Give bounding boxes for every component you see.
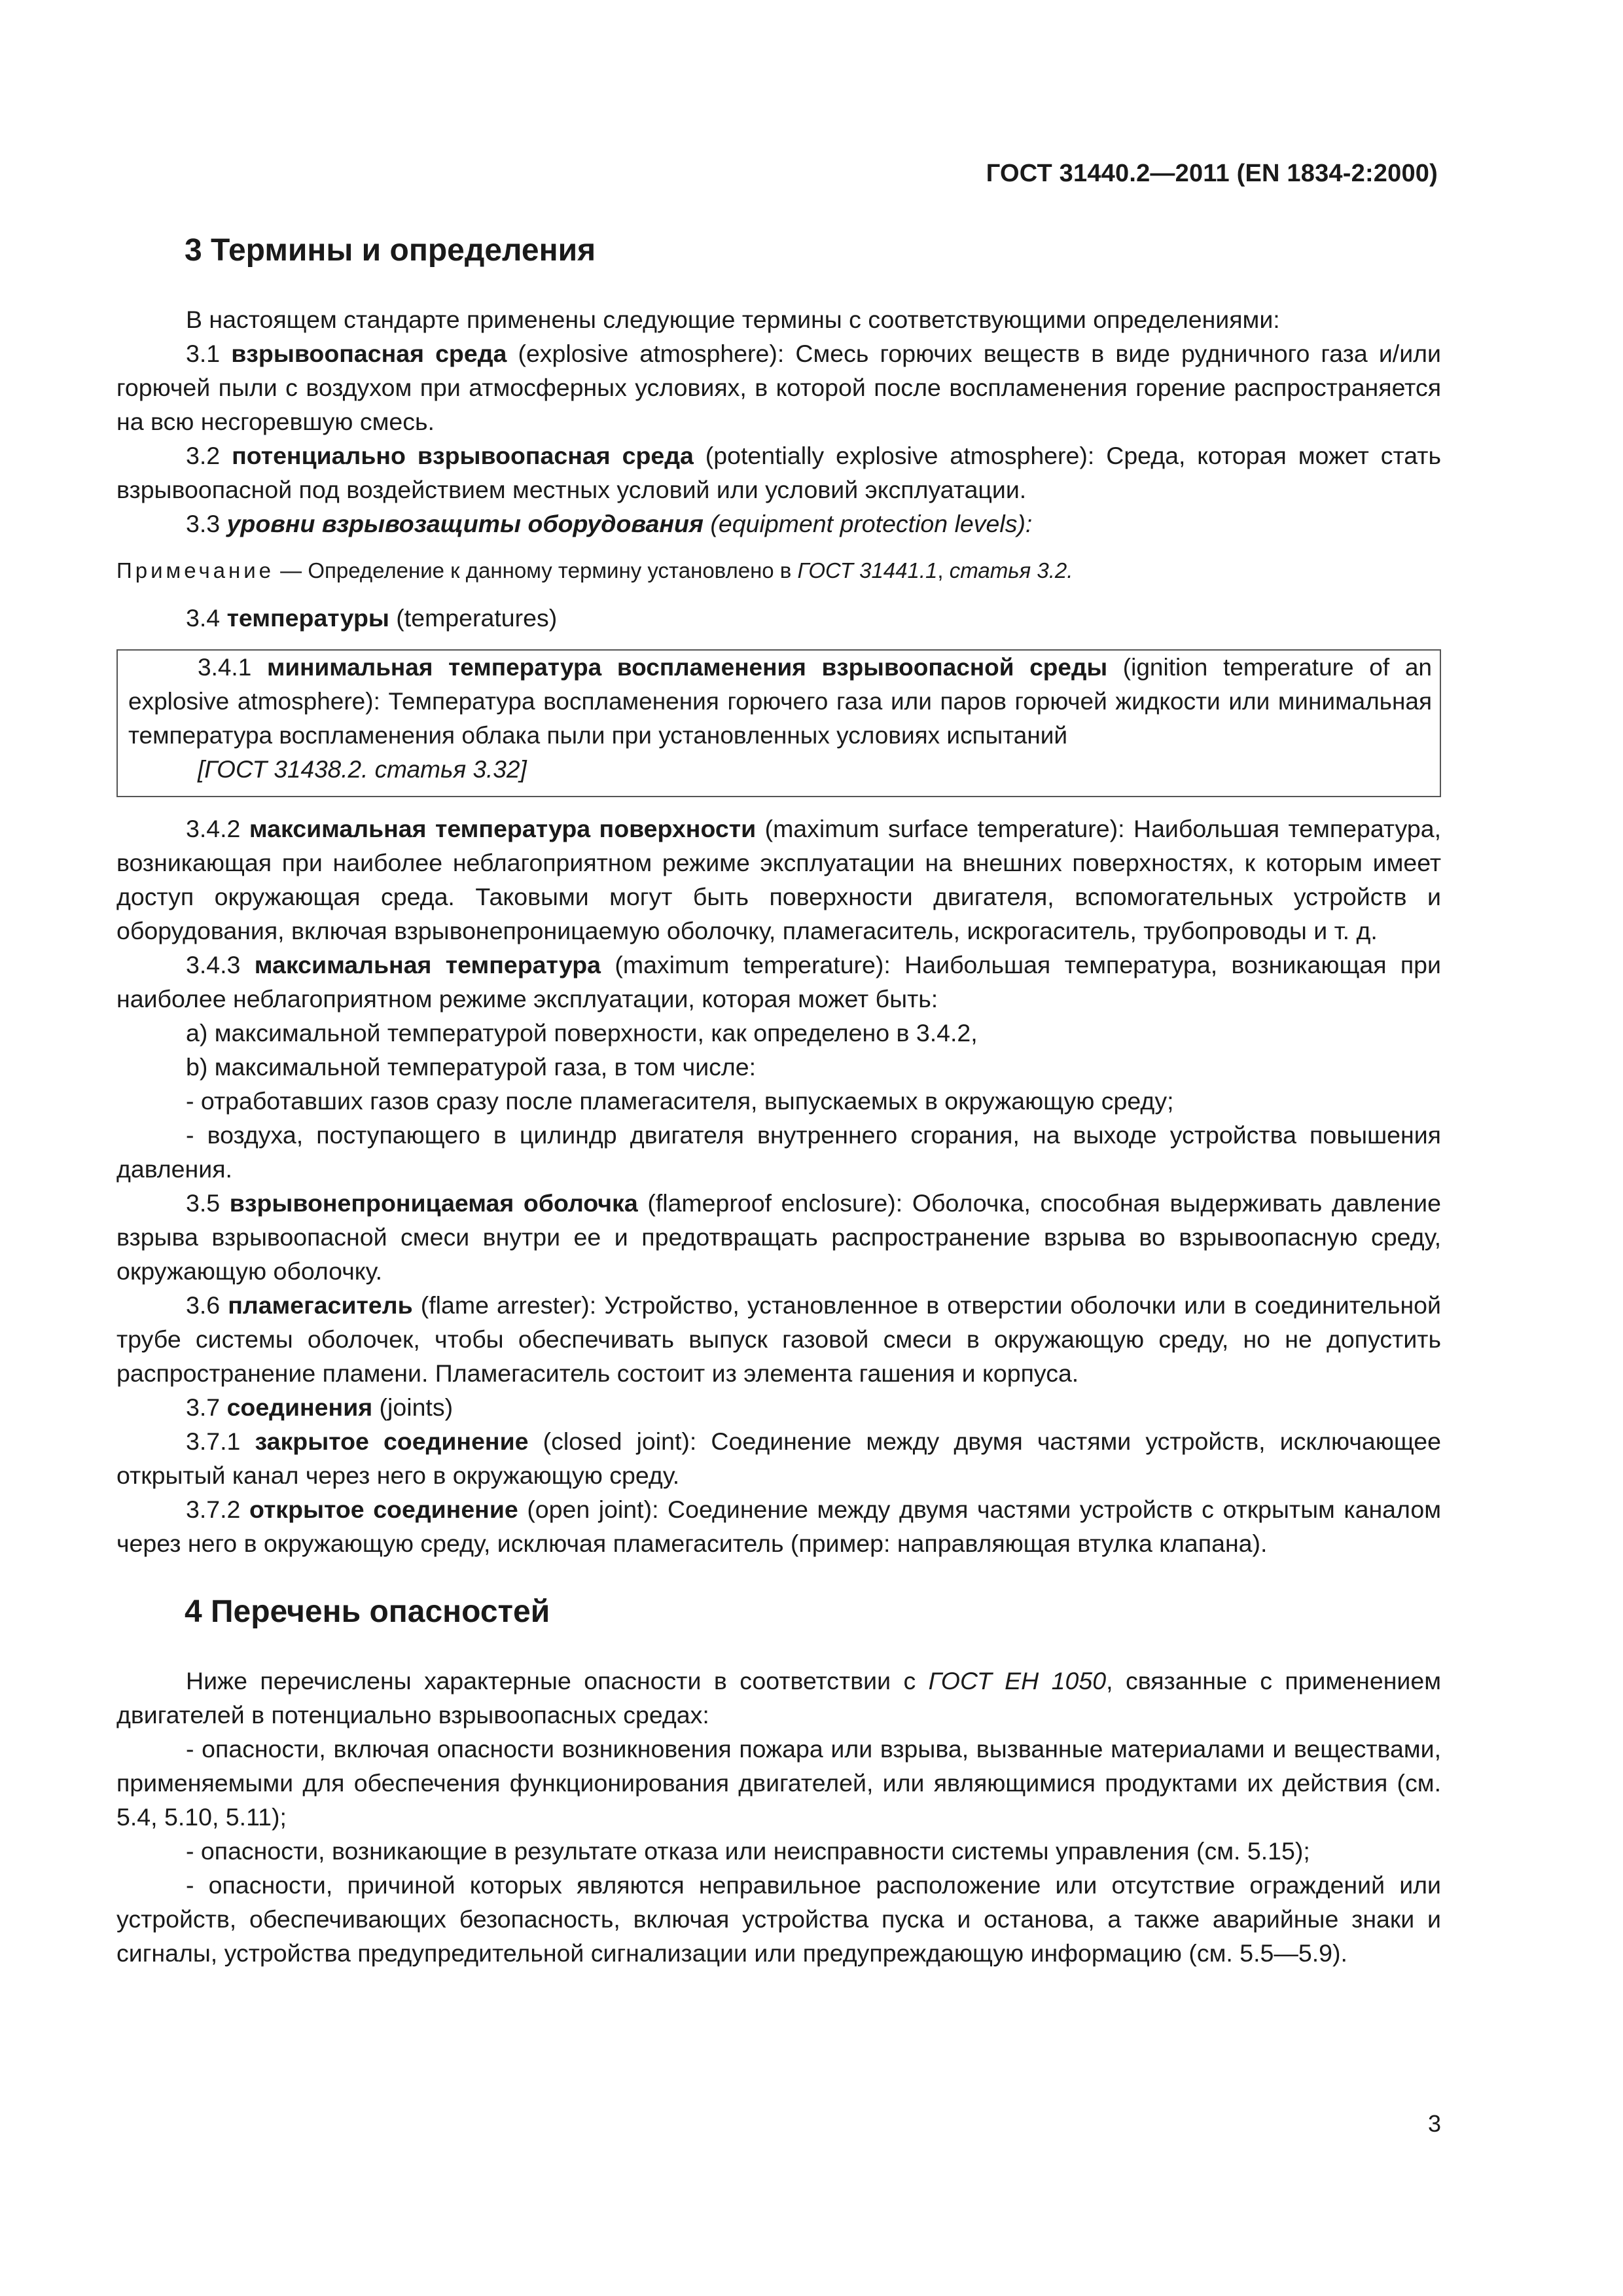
term-3-4-1-source — [128, 753, 1432, 787]
boxed-definition-3-4-1 — [116, 649, 1441, 797]
term-name: максимальная температура — [254, 951, 601, 978]
term-number: 3.7.2 — [186, 1496, 249, 1523]
term-number: 3.4.3 — [186, 951, 255, 978]
note-separator: , — [937, 558, 950, 583]
section-3-intro: В настоящем стандарте применены следующие термины с соответствующими определениями: — [186, 306, 1280, 333]
standard-header: ГОСТ 31440.2—2011 (EN 1834-2:2000) — [986, 160, 1438, 187]
term-definition: (flame arrester): Устройство, установленное в отверстии оболочки или в соединительной трубе системы оболочек, чтобы обеспечивать выпуск газовой смеси в окружающую среду, но не допустить распространение пламени. Пламегаситель состоит из элемента гашения и корпуса. — [116, 1291, 1441, 1387]
term-3-7-1 — [116, 1424, 1441, 1492]
term-number: 3.1 — [186, 340, 232, 367]
hazard-item: - опасности, возникающие в результате отказа или неисправности системы управления (см. 5.15); — [186, 1837, 1310, 1865]
term-definition: (temperatures) — [389, 604, 558, 632]
page-number: 3 — [1427, 2110, 1441, 2137]
note-reference: ГОСТ 31441.1 — [797, 558, 938, 583]
term-name: соединения — [226, 1393, 373, 1421]
term-3-4-2 — [116, 812, 1441, 948]
intro-reference: ГОСТ ЕН 1050 — [928, 1667, 1107, 1695]
intro-text-end: , связанные с применением двигателей в потенциально взрывоопасных средах: — [116, 1667, 1441, 1729]
term-definition: (open joint): Соединение между двумя частями устройств с открытым каналом через него в окружающую среду, исключая пламегаситель (пример: направляющая втулка клапана). — [116, 1496, 1441, 1557]
term-name: взрывонепроницаемая оболочка — [229, 1189, 638, 1217]
hazard-item: - опасности, причиной которых являются неправильное расположение или отсутствие ограждений или устройств, обеспечивающих безопасность, включая устройства пуска и останова, а также аварийные знаки и сигналы, устройства предупредительной сигнализации или предупреждающую информацию (см. 5.5—5.9). — [116, 1871, 1441, 1967]
term-name: уровни взрывозащиты оборудования — [226, 510, 704, 537]
term-3-3 — [116, 507, 1441, 541]
term-number: 3.4.1 — [198, 654, 268, 681]
term-definition: (explosive atmosphere): Смесь горючих веществ в виде рудничного газа и/или горючей пыли с воздухом при атмосферных условиях, в которой после воспламенения горение распространяется на всю несгоревшую смесь. — [116, 340, 1441, 435]
term-3-2 — [116, 439, 1441, 507]
term-definition: (potentially explosive atmosphere): Среда, которая может стать взрывоопасной под воздействием местных условий или условий эксплуатации. — [116, 442, 1442, 503]
term-3-4 — [116, 601, 1441, 635]
term-3-4-3 — [116, 948, 1441, 1016]
list-item: - отработавших газов сразу после пламегасителя, выпускаемых в окружающую среду; — [186, 1087, 1174, 1115]
term-number: 3.2 — [186, 442, 232, 469]
note-text: — Определение к данному термину установлено в — [274, 558, 798, 583]
term-name: максимальная температура поверхности — [249, 815, 757, 842]
term-number: 3.3 — [186, 510, 227, 537]
term-number: 3.6 — [186, 1291, 228, 1319]
term-3-7-2 — [116, 1492, 1441, 1560]
term-definition: (closed joint): Соединение между двумя частями устройств, исключающее открытый канал через него в окружающую среду. — [116, 1427, 1442, 1489]
term-definition: (ignition temperature of an explosive atmosphere): Температура воспламенения горючего газа или паров горючей жидкости или минимальная температура воспламенения облака пыли при установленных условиях испытаний — [128, 654, 1433, 749]
intro-text: Ниже перечислены характерные опасности в соответствии с — [186, 1667, 929, 1695]
term-3-6 — [116, 1288, 1441, 1390]
term-name: минимальная температура воспламенения взрывоопасной среды — [267, 654, 1108, 681]
term-definition: (maximum surface temperature): Наибольшая температура, возникающая при наиболее неблагоприятном режиме эксплуатации на внешних поверхностях, к которым имеет доступ окружающая среда. Таковыми могут быть поверхности двигателя, вспомогательных устройств и оборудования, включая взрывонепроницаемую оболочку, пламегаситель, искрогаситель, трубопроводы и т. д. — [116, 815, 1441, 944]
term-number: 3.5 — [186, 1189, 230, 1217]
term-name: взрывоопасная среда — [231, 340, 507, 367]
note-3-3 — [116, 555, 1441, 586]
list-item: b) максимальной температурой газа, в том числе: — [186, 1053, 757, 1081]
section-4-heading: 4 Перечень опасностей — [185, 1594, 550, 1629]
term-3-7 — [116, 1390, 1441, 1424]
term-name: температуры — [226, 604, 389, 632]
term-definition: (maximum temperature): Наибольшая температура, возникающая при наиболее неблагоприятном режиме эксплуатации, которая может быть: — [116, 951, 1441, 1013]
page-content — [116, 228, 1441, 1970]
note-article: статья 3.2. — [949, 558, 1073, 583]
note-label: Примечание — [116, 558, 275, 583]
term-3-4-1 — [128, 651, 1432, 753]
term-definition: (flameproof enclosure): Оболочка, способная выдерживать давление взрыва взрывоопасной смеси внутри ее и предотвращать распространение взрыва во взрывоопасную среду, окружающую оболочку. — [116, 1189, 1441, 1285]
term-number: 3.7 — [186, 1393, 227, 1421]
term-number: 3.4 — [186, 604, 227, 632]
term-definition: (equipment protection levels): — [704, 510, 1033, 537]
term-3-5 — [116, 1186, 1441, 1288]
list-item: - воздуха, поступающего в цилиндр двигателя внутреннего сгорания, на выходе устройства повышения давления. — [116, 1121, 1441, 1183]
source-reference: [ГОСТ 31438.2. статья 3.32] — [198, 756, 527, 783]
term-number: 3.4.2 — [186, 815, 249, 842]
section-4-intro — [116, 1664, 1441, 1732]
hazard-item: - опасности, включая опасности возникновения пожара или взрыва, вызванные материалами и веществами, применяемыми для обеспечения функционирования двигателей, или являющимися продуктами их действия (см. 5.4, 5.10, 5.11); — [116, 1735, 1441, 1831]
term-name: пламегаситель — [228, 1291, 413, 1319]
term-name: закрытое соединение — [255, 1427, 529, 1455]
term-number: 3.7.1 — [186, 1427, 255, 1455]
term-definition: (joints) — [372, 1393, 454, 1421]
list-item: a) максимальной температурой поверхности, как определено в 3.4.2, — [186, 1019, 978, 1047]
term-name: открытое соединение — [249, 1496, 518, 1523]
section-3-heading: 3 Термины и определения — [185, 233, 596, 268]
term-name: потенциально взрывоопасная среда — [232, 442, 694, 469]
term-3-1 — [116, 336, 1441, 439]
